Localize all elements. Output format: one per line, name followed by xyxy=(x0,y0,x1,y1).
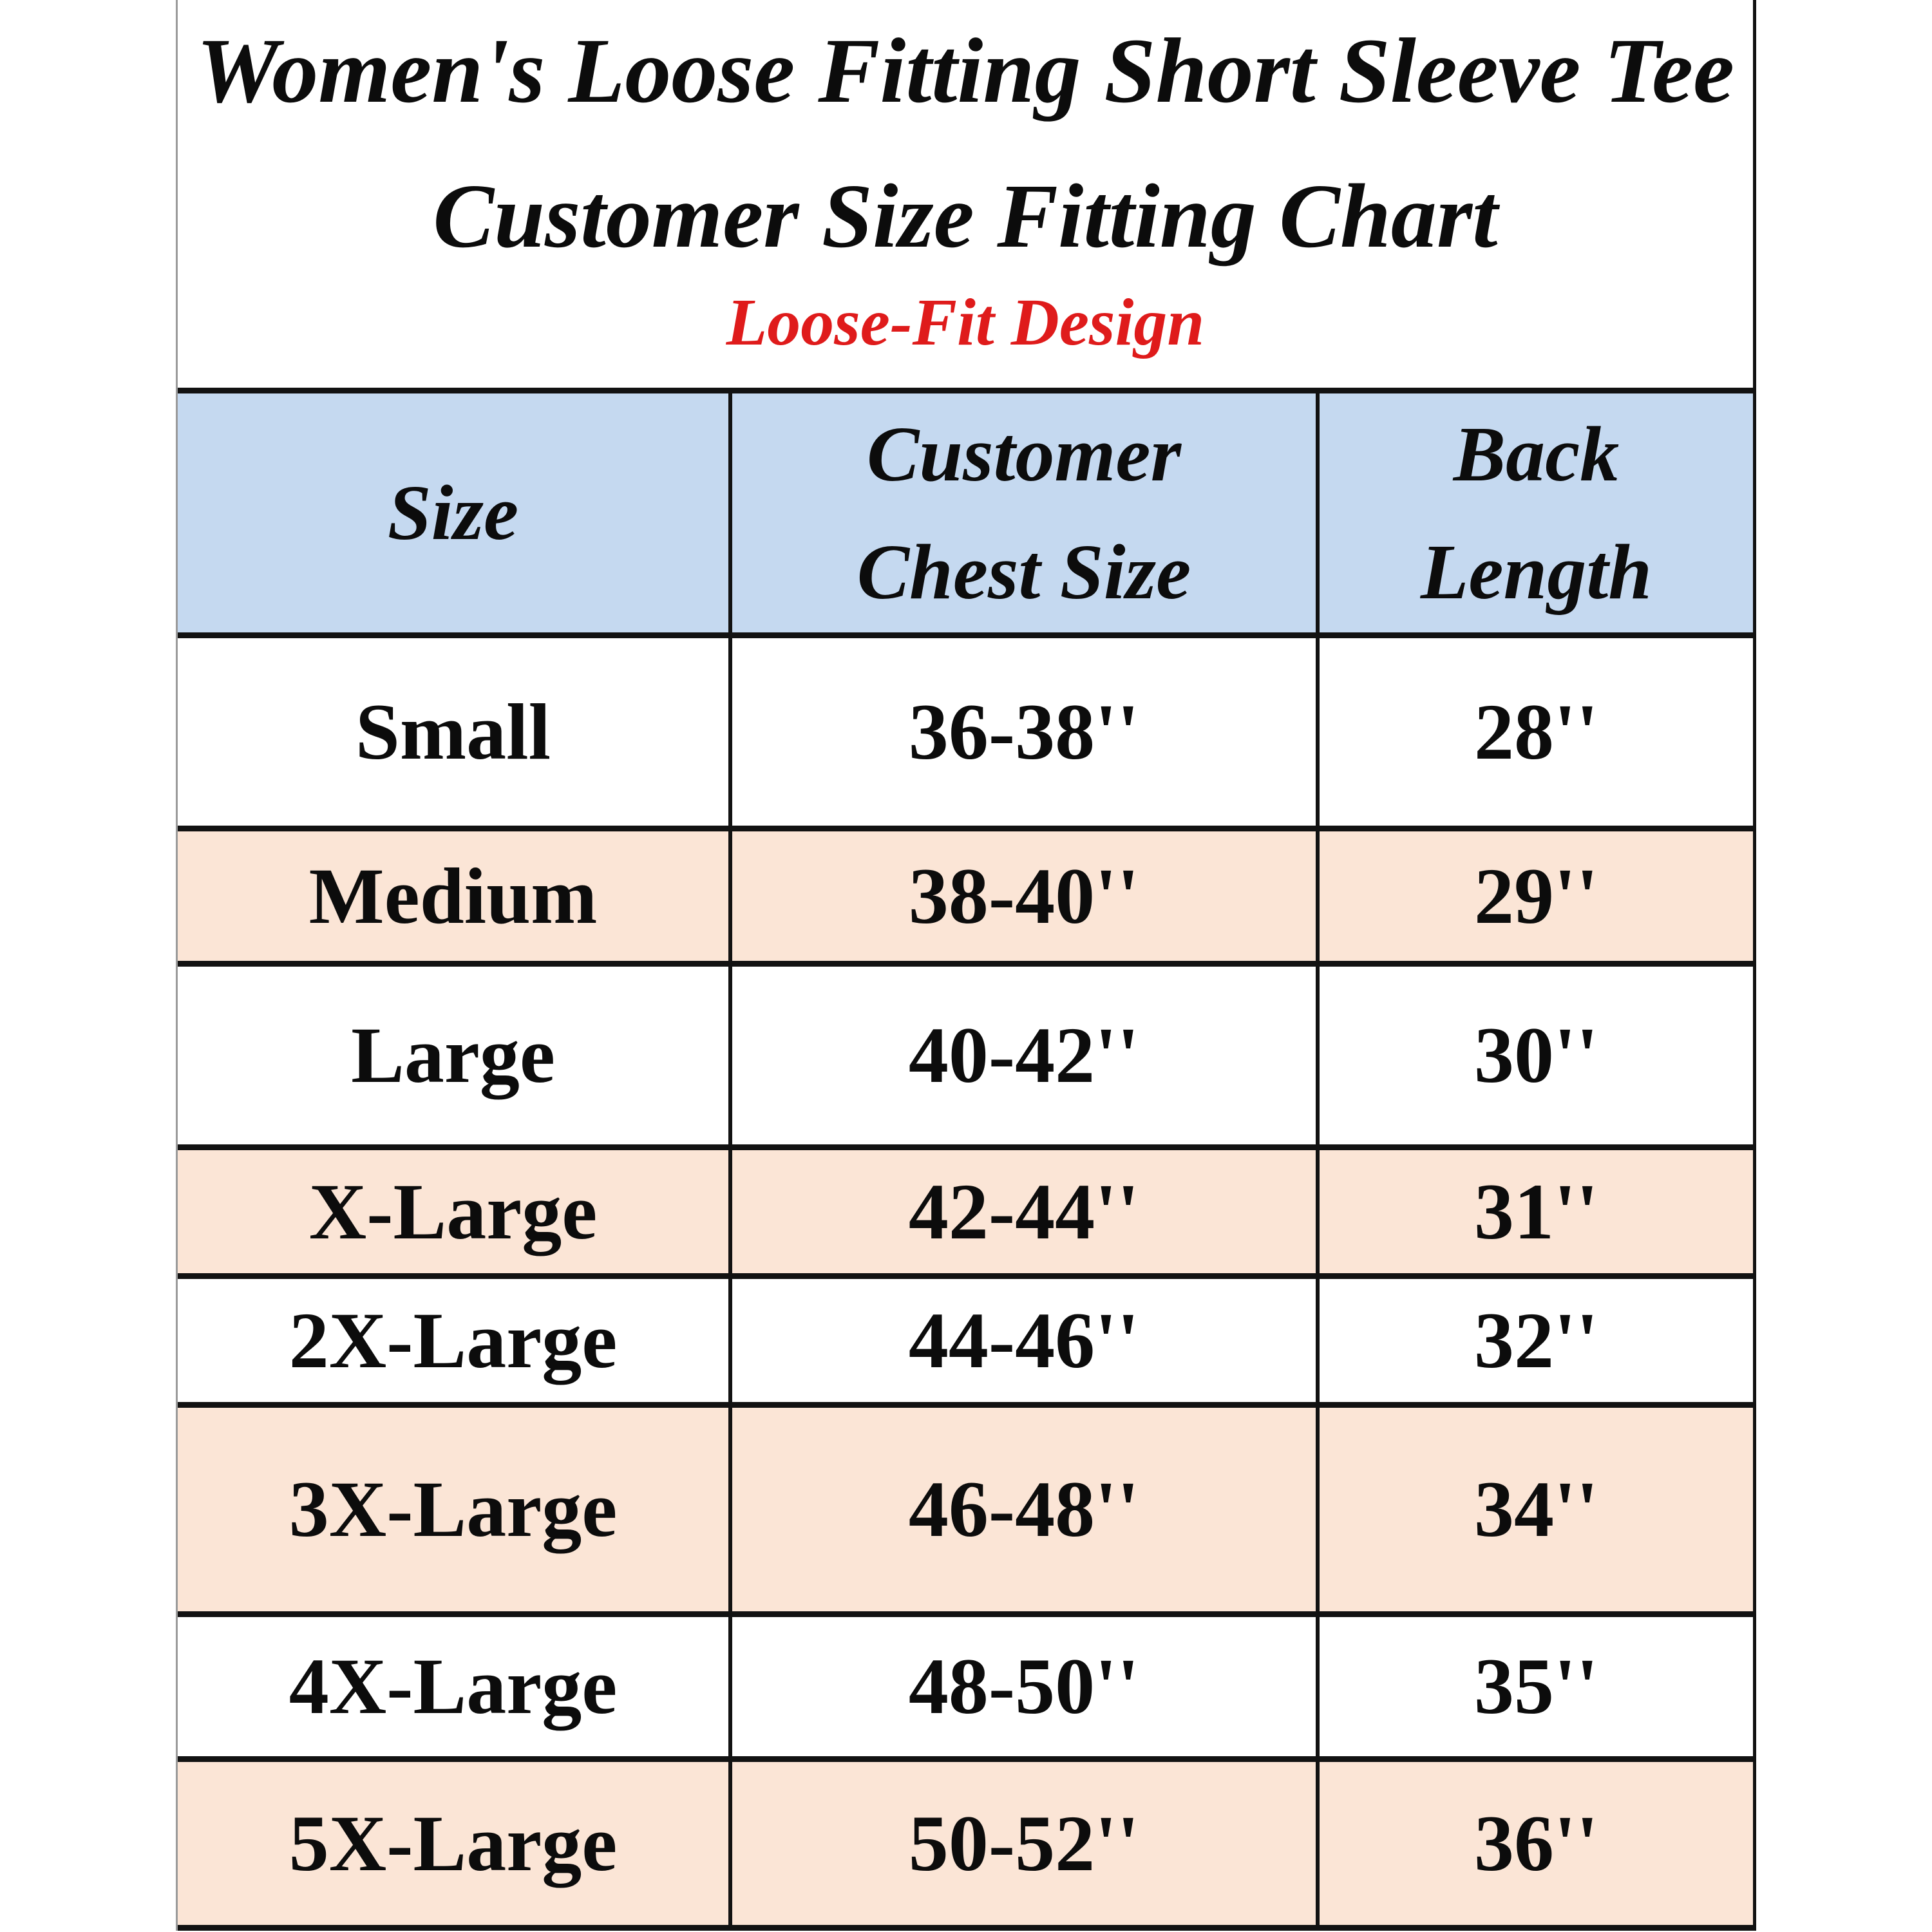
cell-back: 36'' xyxy=(1318,1759,1753,1928)
chart-sheet xyxy=(176,0,1756,1931)
cell-size: Large xyxy=(178,964,730,1148)
table-row xyxy=(178,829,1753,964)
cell-chest: 42-44'' xyxy=(730,1148,1318,1276)
table-row xyxy=(178,1615,1753,1759)
cell-size: Small xyxy=(178,636,730,829)
page-title: Women's Loose Fitting Short Sleeve Tee xyxy=(196,20,1735,122)
table-row xyxy=(178,636,1753,829)
table-row xyxy=(178,964,1753,1148)
table-row xyxy=(178,1276,1753,1405)
page-subtitle: Customer Size Fitting Chart xyxy=(433,164,1498,267)
cell-back: 30'' xyxy=(1318,964,1753,1148)
cell-back: 35'' xyxy=(1318,1615,1753,1759)
table-row xyxy=(178,1405,1753,1615)
col-header-chest-line1: Customer xyxy=(866,410,1182,498)
size-chart-table xyxy=(178,388,1753,1931)
header-row xyxy=(178,391,1753,636)
cell-chest: 36-38'' xyxy=(730,636,1318,829)
col-header-size xyxy=(178,391,730,636)
col-header-back xyxy=(1318,391,1753,636)
cell-size: 3X-Large xyxy=(178,1405,730,1615)
col-header-back-line2: Length xyxy=(1420,528,1653,616)
cell-back: 31'' xyxy=(1318,1148,1753,1276)
cell-back: 32'' xyxy=(1318,1276,1753,1405)
cell-chest: 44-46'' xyxy=(730,1276,1318,1405)
cell-chest: 38-40'' xyxy=(730,829,1318,964)
cell-back: 28'' xyxy=(1318,636,1753,829)
col-header-back-line1: Back xyxy=(1453,410,1620,498)
cell-size: 4X-Large xyxy=(178,1615,730,1759)
cell-size: Medium xyxy=(178,829,730,964)
table-body xyxy=(178,636,1753,1928)
cell-chest: 50-52'' xyxy=(730,1759,1318,1928)
cell-chest: 48-50'' xyxy=(730,1615,1318,1759)
col-header-size-label: Size xyxy=(387,469,519,556)
col-header-chest-line2: Chest Size xyxy=(857,528,1191,616)
table-head xyxy=(178,391,1753,636)
cell-chest: 46-48'' xyxy=(730,1405,1318,1615)
col-header-chest xyxy=(730,391,1318,636)
chart-title-block xyxy=(178,0,1753,388)
table-row xyxy=(178,1759,1753,1928)
table-row xyxy=(178,1148,1753,1276)
cell-size: 2X-Large xyxy=(178,1276,730,1405)
fit-tagline: Loose-Fit Design xyxy=(726,285,1205,360)
cell-back: 29'' xyxy=(1318,829,1753,964)
cell-chest: 40-42'' xyxy=(730,964,1318,1148)
cell-size: X-Large xyxy=(178,1148,730,1276)
cell-back: 34'' xyxy=(1318,1405,1753,1615)
cell-size: 5X-Large xyxy=(178,1759,730,1928)
